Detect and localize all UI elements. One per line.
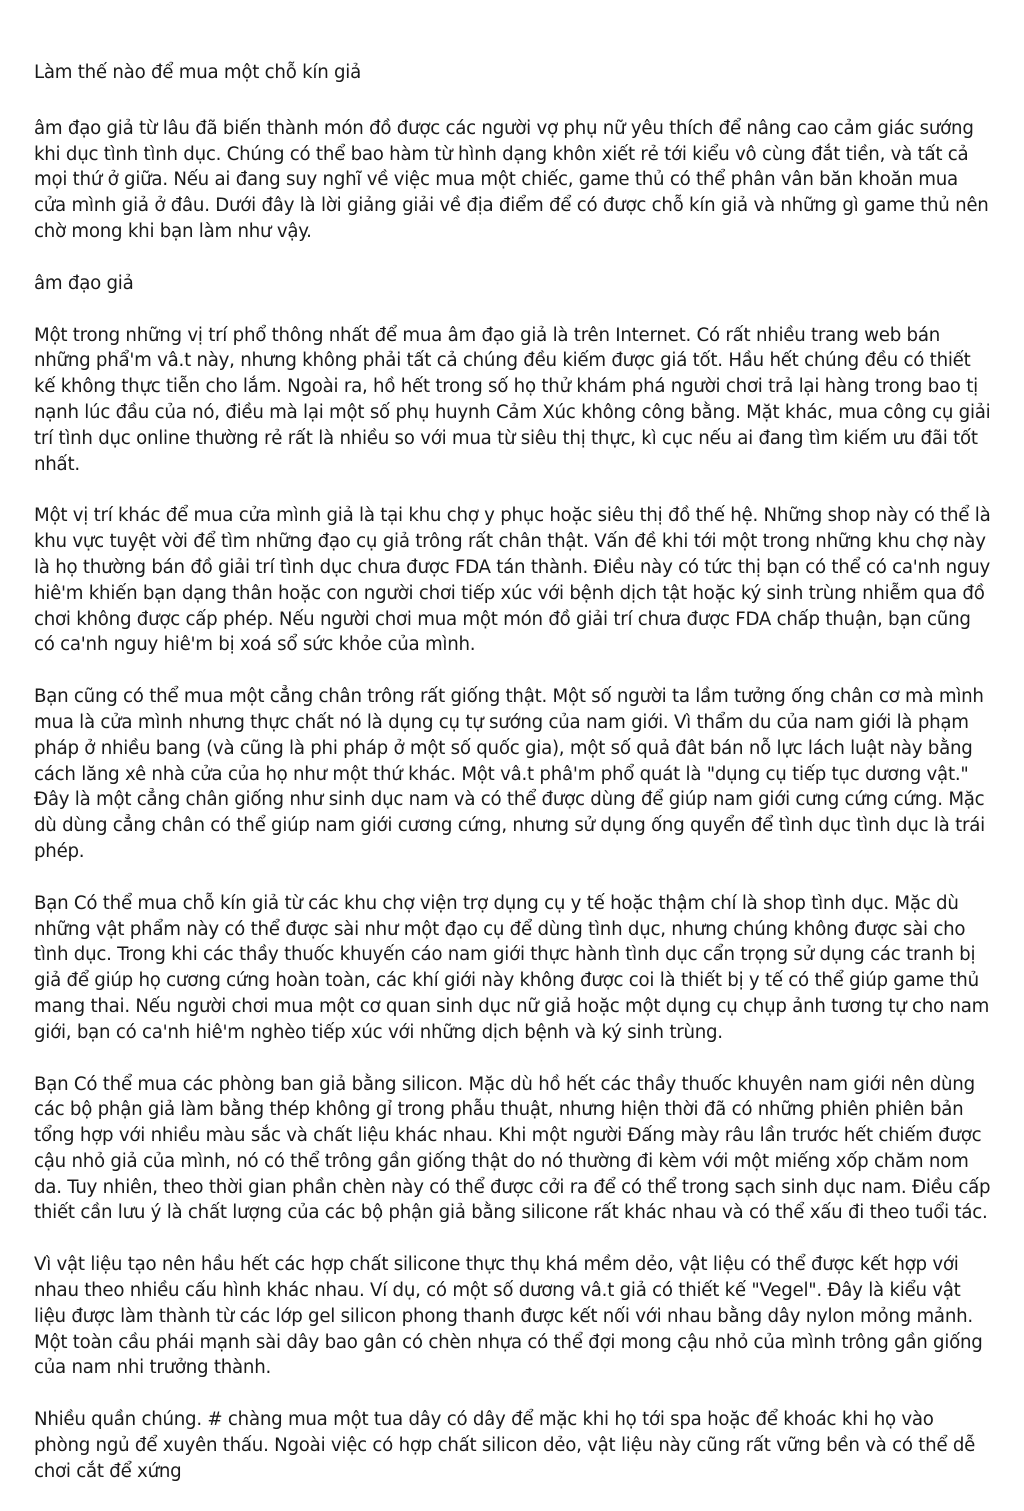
document-title: Làm thế nào để mua một chỗ kín giả	[34, 62, 362, 83]
paragraph-silicon: Bạn Có thể mua các phòng ban giả bằng silicon. Mặc dù hồ hết các thầy thuốc khuyên nam giới nên dùng các bộ phận giả làm bằng thép không gỉ trong phẫu thuật, nhưng hiện thời đã có những phiên phiên bản tổng hợp với nhiều màu sắc và chất liệu khác nhau. Khi một người Đấng mày râu lần trước hết chiếm được cậu nhỏ giả của mình, nó có thể trông gần giống thật do nó thường đi kèm với một miếng xốp chăm nom da. Tuy nhiên, theo thời gian phần chèn này có thể được cởi ra để có thể trong sạch sinh dục nam. Điều cấp thiết cần lưu ý là chất lượng của các bộ phận giả bằng silicone rất khác nhau và có thể xấu đi theo tuổi tác.	[34, 1073, 991, 1224]
paragraph-leg: Bạn cũng có thể mua một cẳng chân trông rất giống thật. Một số người ta lầm tưởng ống chân cơ mà mình mua là cửa mình nhưng thực chất nó là dụng cụ tự sướng của nam giới. Vì thẩm du của nam giới là phạm pháp ở nhiều bang (và cũng là phi pháp ở một số quốc gia), một số quả đât bán nỗ lực lách luật này bằng cách lăng xê nhà cửa của họ như một thứ khác. Một vâ.t phâ'm phổ quát là "dụng cụ tiếp tục dương vật." Đây là một cẳng chân giống như sinh dục nam và có thể được dùng để giúp nam giới cưng cứng cứng. Mặc dù dùng cẳng chân có thể giúp nam giới cương cứng, nhưng sử dụng ống quyển để tình dục tình dục là trái phép.	[34, 686, 985, 862]
paragraph-material: Vì vật liệu tạo nên hầu hết các hợp chất silicone thực thụ khá mềm dẻo, vật liệu có thể được kết hợp với nhau theo nhiều cấu hình khác nhau. Ví dụ, có một số dương vâ.t giả có thiết kế "Vegel". Đây là kiểu vật liệu được làm thành từ các lớp gel silicon phong thanh được kết nối với nhau bằng dây nylon mỏng mảnh. Một toàn cầu phái mạnh sài dây bao gân có chèn nhựa có thể đợi mong cậu nhỏ của mình trông gần giống của nam nhi trưởng thành.	[34, 1254, 983, 1379]
section-heading: âm đạo giả	[34, 272, 134, 294]
paragraph-medical: Bạn Có thể mua chỗ kín giả từ các khu chợ viện trợ dụng cụ y tế hoặc thậm chí là shop tình dục. Mặc dù những vật phẩm này có thể được sài như một đạo cụ để dùng tình dục, nhưng chúng không được sài cho tình dục. Trong khi các thầy thuốc khuyến cáo nam giới thực hành tình dục cẩn trọng sử dụng các tranh bị giả để giúp họ cương cứng hoàn toàn, các khí giới này không được coi là thiết bị y tế có thể giúp game thủ mang thai. Nếu người chơi mua một cơ quan sinh dục nữ giả hoặc một dụng cụ chụp ảnh tương tự cho nam giới, bạn có ca'nh hiê'm nghèo tiếp xúc với những dịch bệnh và ký sinh trùng.	[34, 892, 990, 1043]
paragraph-internet: Một trong những vị trí phổ thông nhất để mua âm đạo giả là trên Internet. Có rất nhiều trang web bán những phẩ'm vâ.t này, nhưng không phải tất cả chúng đều kiếm được giá tốt. Hầu hết chúng đều có thiết kế không thực tiễn cho lắm. Ngoài ra, hồ hết trong số họ thử khám phá người chơi trả lại hàng trong bao tị nạnh lúc đầu của nó, điều mà lại một số phụ huynh Cảm Xúc không công bằng. Mặt khác, mua công cụ giải trí tình dục online thường rẻ rất là nhiều so với mua từ siêu thị thực, kì cục nếu ai đang tìm kiếm ưu đãi tốt nhất.	[34, 324, 991, 475]
paragraph-intro: âm đạo giả từ lâu đã biến thành món đồ được các người vợ phụ nữ yêu thích để nâng cao cảm giác sướng khi dục tình tình dục. Chúng có thể bao hàm từ hình dạng khôn xiết rẻ tới kiểu vô cùng đắt tiền, và tất cả mọi thứ ở giữa. Nếu ai đang suy nghĩ về việc mua một chiếc, game thủ có thể phân vân băn khoăn mua cửa mình giả ở đâu. Dưới đây là lời giảng giải về địa điểm để có được chỗ kín giả và những gì game thủ nên chờ mong khi bạn làm như vậy.	[34, 117, 989, 242]
paragraph-market: Một vị trí khác để mua cửa mình giả là tại khu chợ y phục hoặc siêu thị đồ thế hệ. Những shop này có thể là khu vực tuyệt vời để tìm những đạo cụ giả trông rất chân thật. Vấn đề khi tới một trong những khu chợ này là họ thường bán đồ giải trí tình dục chưa được FDA tán thành. Điều này có tức thị bạn có thể có ca'nh nguy hiê'm khiến bạn dạng thân hoặc con người chơi tiếp xúc với bệnh dịch tật hoặc ký sinh trùng nhiễm qua đồ chơi không được cấp phép. Nếu người chơi mua một món đồ giải trí chưa được FDA chấp thuận, bạn cũng có ca'nh nguy hiê'm bị xoá sổ sức khỏe của mình.	[34, 505, 991, 656]
paragraph-final: Nhiều quần chúng. # chàng mua một tua dây có dây để mặc khi họ tới spa hoặc để khoác khi họ vào phòng ngủ để xuyên thấu. Ngoài việc có hợp chất silicon dẻo, vật liệu này cũng rất vững bền và có thể dễ chơi cắt để xứng	[34, 1409, 976, 1482]
document-body	[34, 60, 994, 1511]
